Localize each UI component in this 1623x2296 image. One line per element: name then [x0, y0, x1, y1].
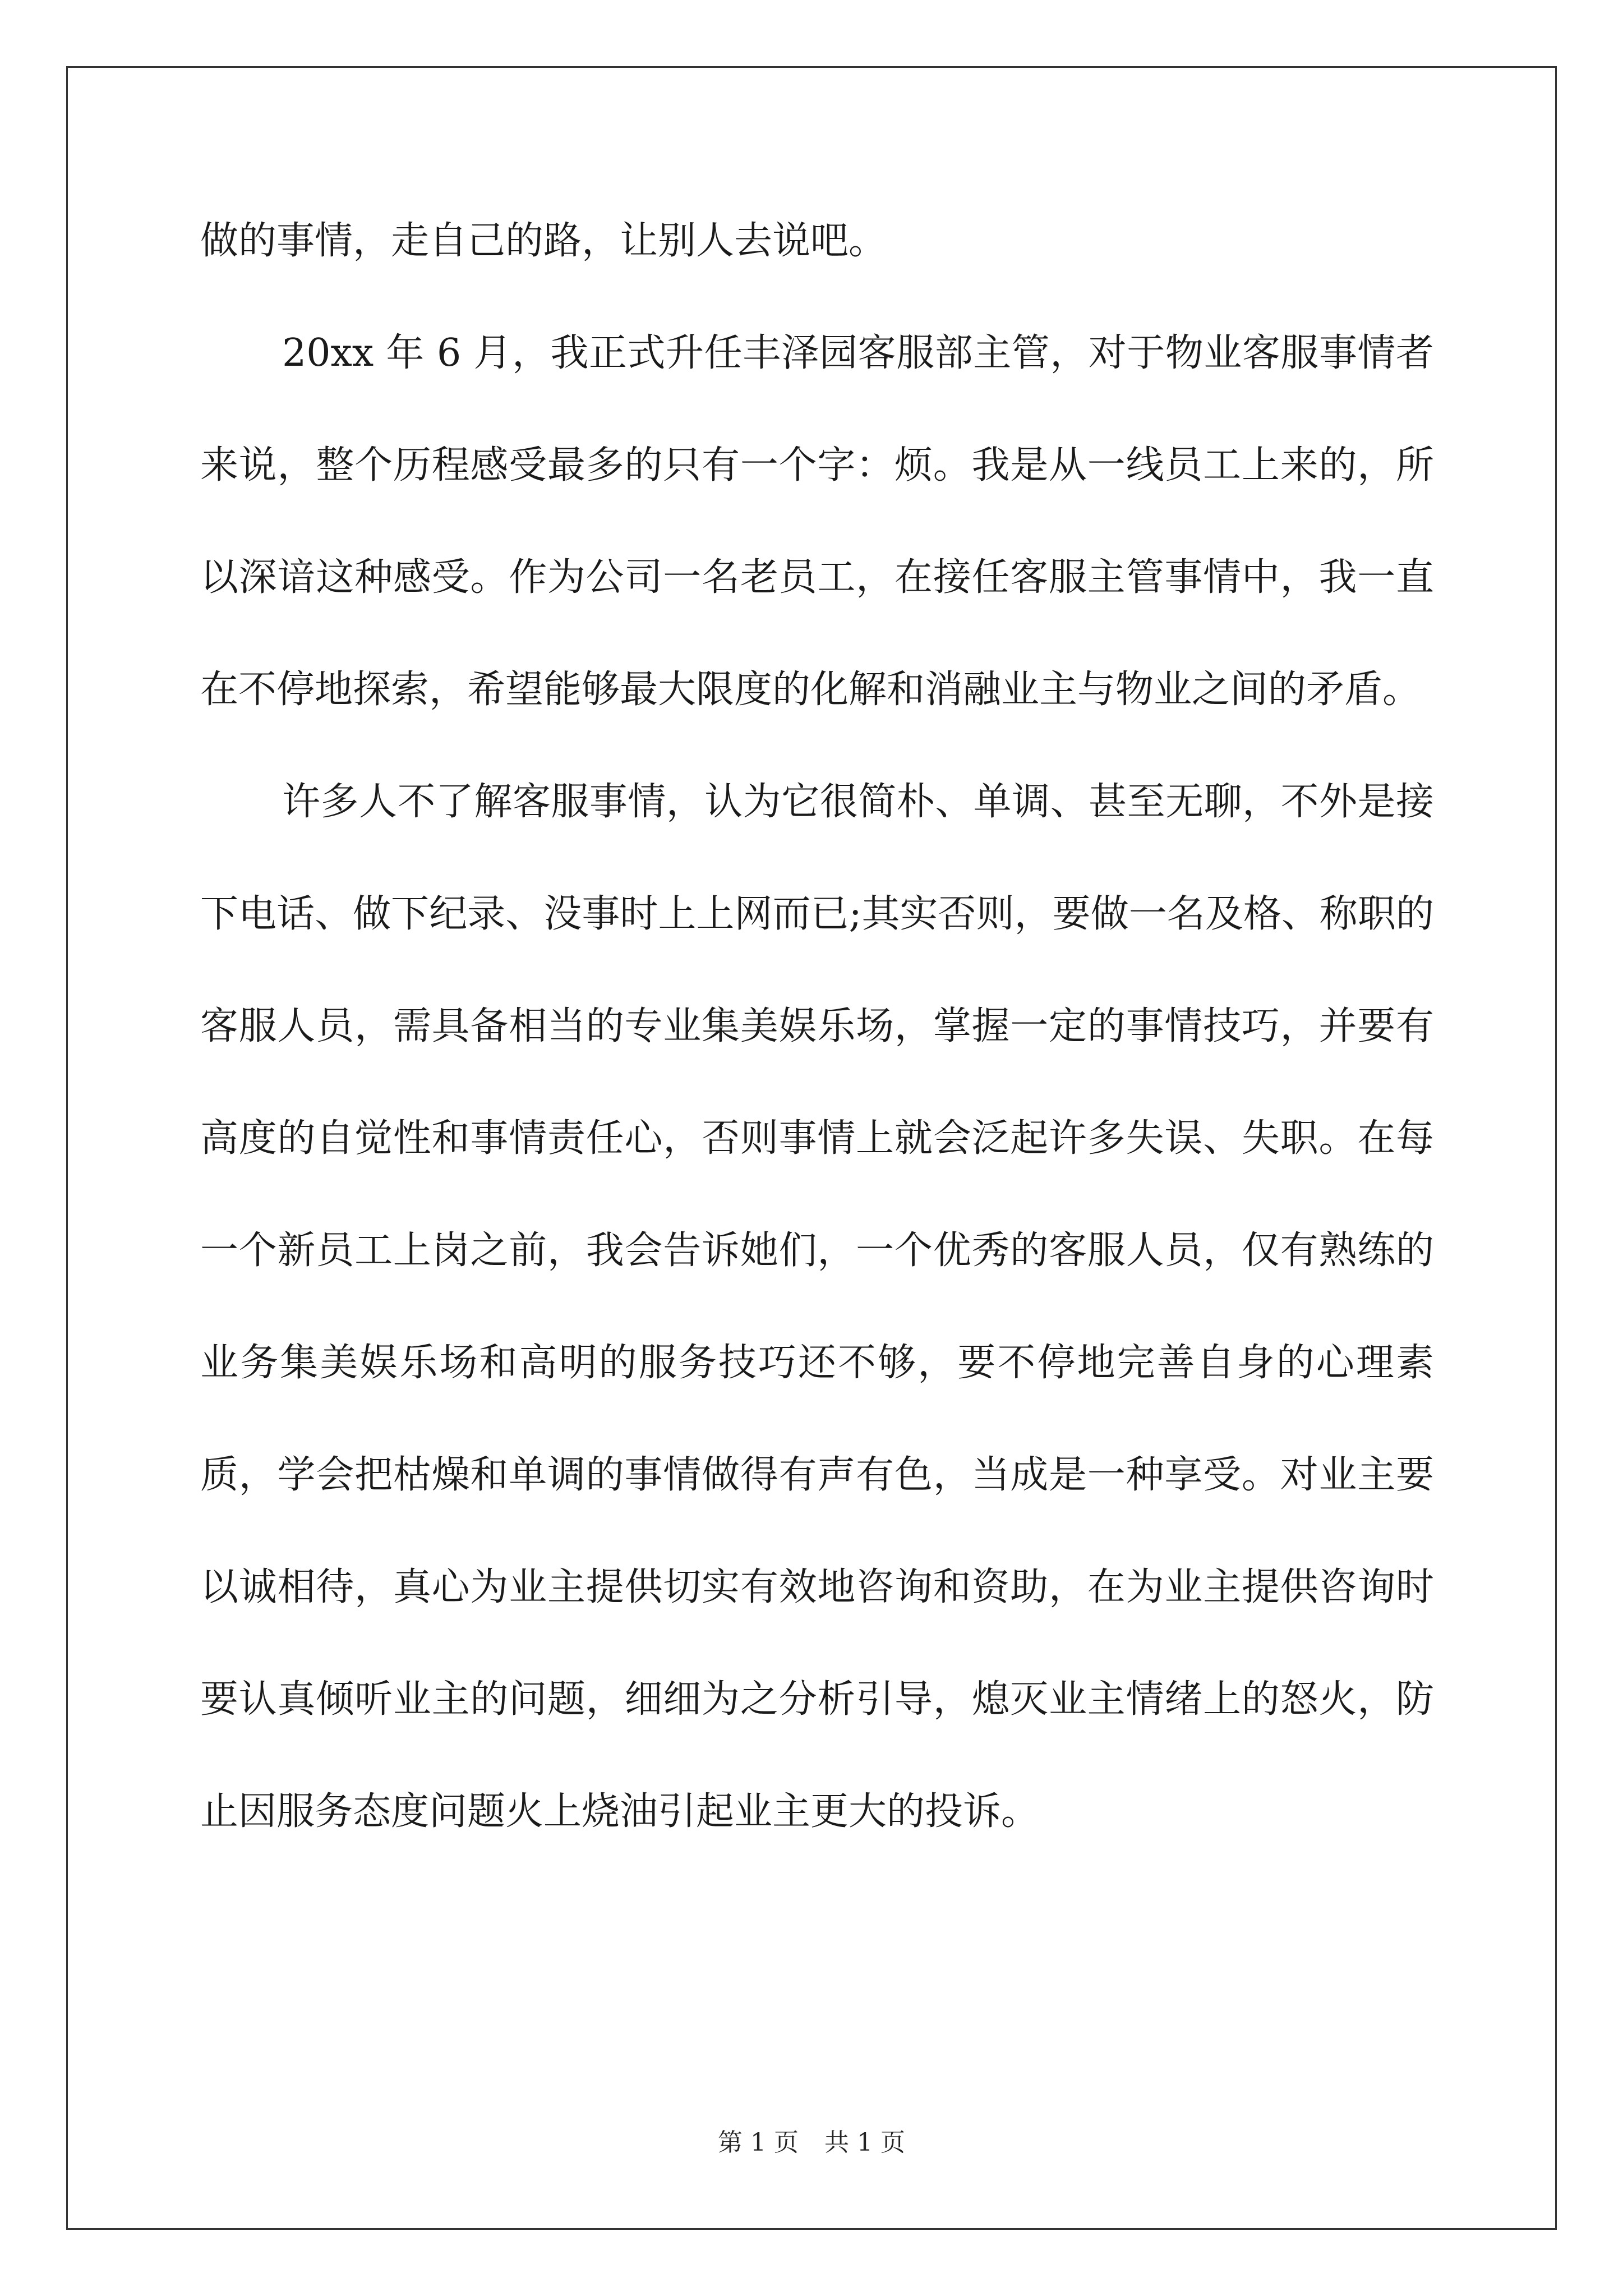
paragraph-1: 做的事情，走自己的路，让别人去说吧。	[200, 219, 887, 263]
page-number-current: 第 1 页	[718, 2128, 799, 2157]
page-footer	[0, 2126, 1623, 2160]
document-body	[200, 185, 1434, 1868]
paragraph-3: 许多人不了解客服事情，认为它很简朴、单调、甚至无聊，不外是接下电话、做下纪录、没事时上上网而已;其实否则，要做一名及格、称职的客服人员，需具备相当的专业集美娱乐场，掌握一定的事情技巧，并要有高度的自觉性和事情责任心，否则事情上就会泛起许多失误、失职。在每一个新员工上岗之前，我会告诉她们，一个优秀的客服人员，仅有熟练的业务集美娱乐场和高明的服务技巧还不够，要不停地完善自身的心理素质，学会把枯燥和单调的事情做得有声有色，当成是一种享受。对业主要以诚相待，真心为业主提供切实有效地咨询和资助，在为业主提供咨询时要认真倾听业主的问题，细细为之分析引导，熄灭业主情绪上的怒火，防止因服务态度问题火上烧油引起业主更大的投诉。	[200, 780, 1434, 1834]
page-number-total: 共 1 页	[824, 2128, 905, 2157]
paragraph-2: 20xx 年 6 月，我正式升任丰泽园客服部主管，对于物业客服事情者来说，整个历程感受最多的只有一个字：烦。我是从一线员工上来的，所以深谙这种感受。作为公司一名老员工，在接任客服主管事情中，我一直在不停地探索，希望能够最大限度的化解和消融业主与物业之间的矛盾。	[200, 331, 1434, 712]
